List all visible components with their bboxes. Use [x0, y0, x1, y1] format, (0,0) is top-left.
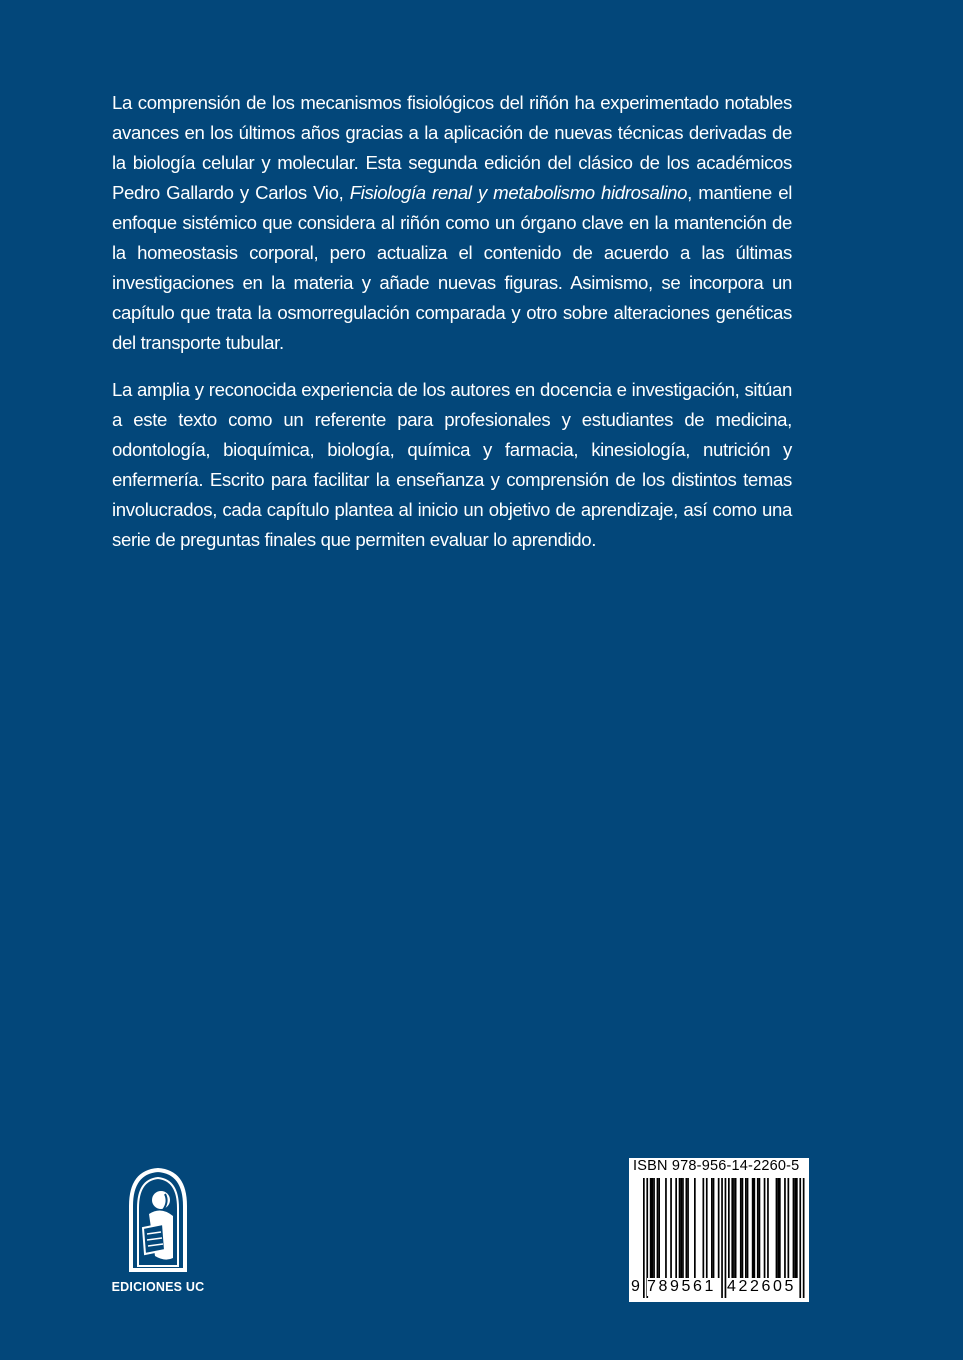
- barcode-bar: [718, 1178, 720, 1278]
- barcode-left-group: 789561: [647, 1278, 716, 1295]
- barcode-bar: [694, 1178, 696, 1278]
- barcode-bar: [735, 1178, 737, 1278]
- barcode-bar: [687, 1178, 689, 1278]
- barcode-bar: [747, 1178, 749, 1278]
- publisher-name: EDICIONES UC: [111, 1280, 205, 1294]
- paragraph-1-text-start: La comprensión de los mecanismos fisiológicos del riñón ha experimentado notables avances en los últimos años gracias a la aplicación de nuevas técnicas derivadas de la biología celular y molecular. Esta segunda edición del clásico de los académicos Pedro Gallardo y Carlos Vio,: [112, 92, 792, 203]
- book-title-italic: Fisiología renal y metabolismo hidrosalino: [349, 182, 688, 203]
- barcode-bar: [650, 1178, 652, 1278]
- isbn-label: ISBN 978-956-14-2260-5: [633, 1158, 800, 1174]
- barcode-bar: [657, 1178, 659, 1278]
- barcode-bar: [731, 1178, 733, 1278]
- barcode-bar: [777, 1178, 779, 1278]
- barcode-bar: [788, 1178, 790, 1278]
- description-paragraph-1: [112, 88, 792, 358]
- barcode-right-group: 422605: [727, 1278, 796, 1295]
- barcode-bar: [679, 1178, 681, 1278]
- barcode-bar: [759, 1178, 761, 1278]
- barcode-bar: [711, 1178, 713, 1278]
- barcode-bar: [794, 1178, 796, 1278]
- barcode-digits: [629, 1278, 809, 1300]
- barcode-bar: [779, 1178, 781, 1278]
- barcode-bar: [652, 1178, 654, 1278]
- back-cover-description: [112, 88, 792, 572]
- barcode-bar: [706, 1178, 708, 1278]
- barcode-bar: [757, 1178, 759, 1278]
- barcode-bar: [745, 1178, 747, 1278]
- isbn-barcode-box: [629, 1158, 809, 1302]
- barcode-bar: [793, 1178, 795, 1278]
- description-paragraph-2: La amplia y reconocida experiencia de los autores en docencia e investigación, sitúan a este texto como un referente para profesionales y estudiantes de medicina, odontología, bioquímica, biología, química y farmacia, kinesiología, nutrición y enfermería. Escrito para facilitar la enseñanza y comprensión de los distintos temas involucrados, cada capítulo plantea al inicio un objetivo de aprendizaje, así como una serie de preguntas finales que permiten evaluar lo aprendido.: [112, 379, 792, 550]
- barcode-bar: [784, 1178, 786, 1278]
- barcode-bar: [680, 1178, 682, 1278]
- barcode-bar: [767, 1178, 769, 1278]
- barcode-bar: [728, 1178, 730, 1278]
- barcode-bar: [658, 1178, 660, 1278]
- barcode-bar: [665, 1178, 667, 1278]
- barcode-bar: [742, 1178, 744, 1278]
- barcode-bar: [670, 1178, 672, 1278]
- barcode-first-digit: 9: [631, 1278, 640, 1295]
- paragraph-1-text-end: , mantiene el enfoque sistémico que considera al riñón como un órgano clave en la mantención de la homeostasis corporal, pero actualiza el contenido de acuerdo a las últimas investigaciones en la materia y añade nuevas figuras. Asimismo, se incorpora un capítulo que trata la osmorregulación comparada y otro sobre alteraciones genéticas del transporte tubular.: [112, 182, 792, 353]
- barcode-bar: [733, 1178, 735, 1278]
- barcode-bar: [752, 1178, 754, 1278]
- barcode-bar: [764, 1178, 766, 1278]
- barcode-bar: [682, 1178, 684, 1278]
- barcode-bar: [653, 1178, 655, 1278]
- barcode-bar: [796, 1178, 798, 1278]
- barcode-bar: [740, 1178, 742, 1278]
- barcode-bar: [713, 1178, 715, 1278]
- publisher-block: [108, 1166, 208, 1294]
- barcode-bar: [754, 1178, 756, 1278]
- barcode-bar: [703, 1178, 705, 1278]
- ediciones-uc-logo-icon: [125, 1166, 191, 1274]
- barcode-bar: [686, 1178, 688, 1278]
- barcode-bar: [776, 1178, 778, 1278]
- barcode-bar: [675, 1178, 677, 1278]
